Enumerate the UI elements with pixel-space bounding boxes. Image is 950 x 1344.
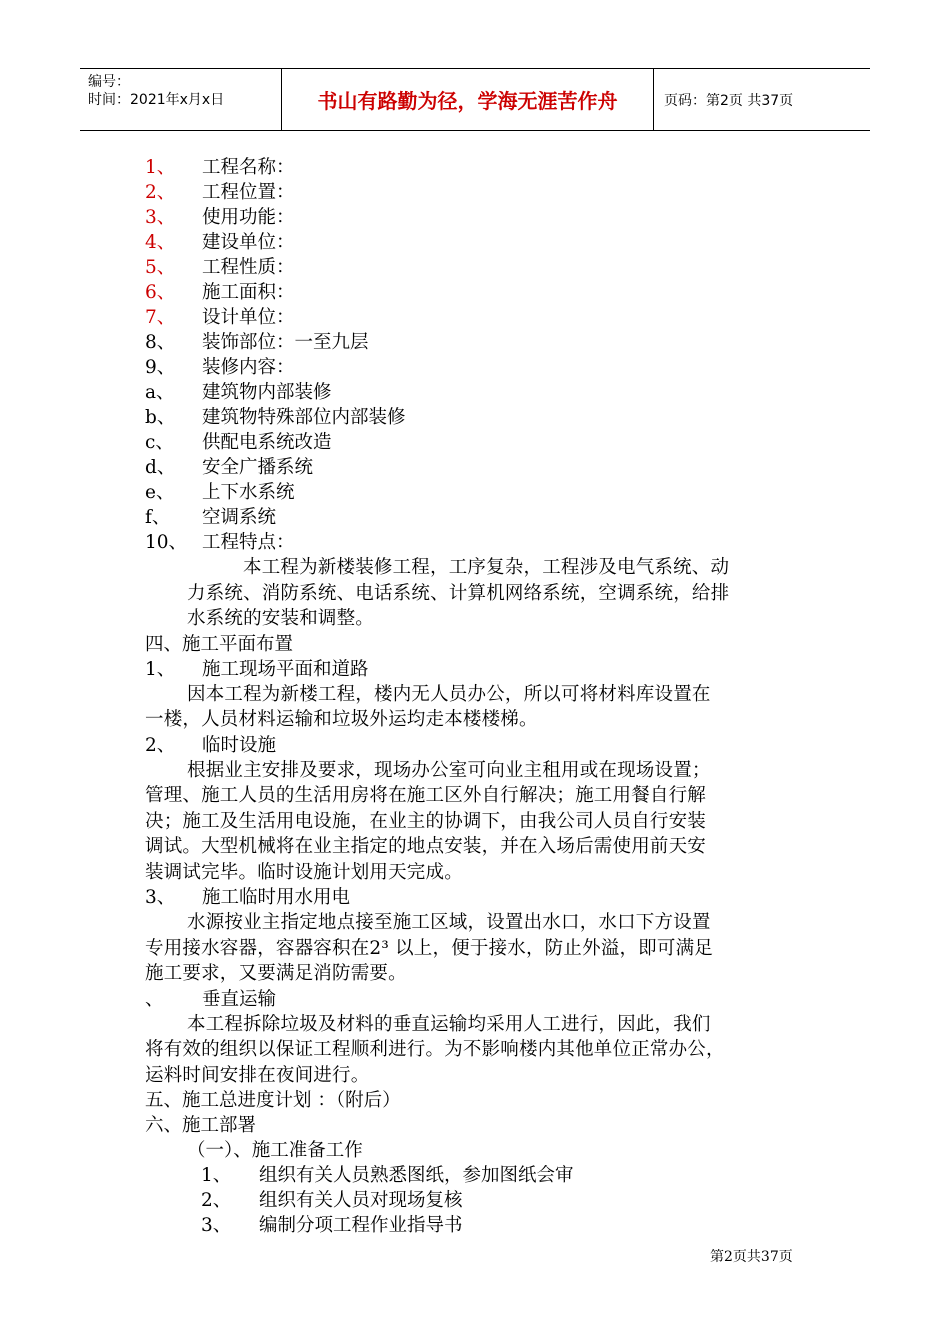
info-item (145, 255, 815, 280)
info-item-text: 建筑物内部装修 (202, 382, 332, 403)
header-date-label: 时间：2021年x月x日 (88, 92, 225, 108)
info-item-number: 9、 (145, 357, 176, 378)
section-4-2-title: 临时设施 (202, 734, 277, 756)
info-item (145, 405, 815, 430)
info-item-number: 10、 (145, 532, 188, 553)
info-item-text: 供配电系统改造 (202, 432, 332, 453)
info-item-number: 8、 (145, 332, 176, 353)
info-item (145, 480, 815, 505)
info-item-text: 工程位置： (202, 182, 295, 203)
section-4-2-line-1: 根据业主安排及要求，现场办公室可向业主租用或在现场设置； (187, 759, 711, 781)
info-item-number: 7、 (145, 307, 176, 328)
info-item-number: d、 (145, 457, 176, 478)
header-meta (80, 69, 280, 130)
section-4-3-line-2: 专用接水容器，容器容积在2³ 以上，便于接水，防止外溢，即可满足 (145, 937, 713, 959)
document-body (145, 155, 815, 1238)
section-6-list (145, 1163, 815, 1238)
header-motto: 书山有路勤为径，学海无涯苦作舟 (281, 69, 654, 130)
prep-work-item (145, 1163, 815, 1188)
info-item (145, 430, 815, 455)
section-4-2-line-5: 装调试完毕。临时设施计划用天完成。 (145, 861, 463, 883)
section-6-sub-title: （一）、施工准备工作 (187, 1140, 363, 1161)
info-item (145, 280, 815, 305)
info-item-text: 工程特点： (202, 532, 295, 553)
section-4-2-num: 2、 (145, 734, 176, 756)
info-item-text: 装修内容： (202, 357, 295, 378)
section-4-1-line-1: 因本工程为新楼工程，楼内无人员办公，所以可将材料库设置在 (187, 683, 711, 705)
info-item (145, 355, 815, 380)
info-item (145, 155, 815, 180)
project-info-list (145, 155, 815, 555)
page-header (80, 68, 870, 131)
info-item-text: 建设单位： (202, 232, 295, 253)
prep-work-item-text: 组织有关人员对现场复核 (259, 1190, 463, 1211)
info-item (145, 330, 815, 355)
info-item-number: f、 (145, 507, 171, 528)
header-page-label: 页码：第2页 共37页 (664, 92, 794, 109)
prep-work-item-number: 3、 (201, 1215, 232, 1236)
info-item-number: 1、 (145, 157, 176, 178)
prep-work-item (145, 1188, 815, 1213)
info-item-text: 安全广播系统 (202, 457, 314, 478)
info-item-text: 装饰部位：一至九层 (202, 332, 369, 353)
section-4-3-line-1: 水源按业主指定地点接至施工区域，设置出水口，水口下方设置 (187, 912, 711, 933)
info-item (145, 180, 815, 205)
info-item (145, 530, 815, 555)
info-item-text: 建筑物特殊部位内部装修 (202, 407, 406, 428)
prep-work-item-text: 组织有关人员熟悉图纸，参加图纸会审 (259, 1165, 574, 1186)
section-4-1-heading (145, 657, 815, 682)
info-item (145, 230, 815, 255)
info-item-text: 空调系统 (202, 507, 277, 528)
section-4-2-heading (145, 733, 815, 758)
section-5-title: 五、施工总进度计划 ：（附后） (145, 1090, 401, 1111)
info-item-number: 3、 (145, 207, 176, 228)
section-4-4-heading (145, 987, 815, 1012)
section-4-3-num: 3、 (145, 887, 176, 908)
feature-paragraph-line-1: 本工程为新楼装修工程，工序复杂，工程涉及电气系统、动 (243, 557, 730, 578)
info-item-number: b、 (145, 407, 176, 428)
info-item-text: 施工面积： (202, 282, 295, 303)
info-item-number: c、 (145, 432, 174, 453)
section-4-4-line-3: 运料时间安排在夜间进行。 (145, 1064, 370, 1086)
info-item-number: 4、 (145, 232, 176, 253)
info-item-number: 2、 (145, 182, 176, 203)
header-number-label: 编号： (88, 74, 130, 90)
section-4-1-title: 施工现场平面和道路 (202, 658, 369, 680)
section-4-2-line-4: 调试。大型机械将在业主指定的地点安装，并在入场后需使用前天安 (145, 836, 707, 857)
page-footer: 第2页共37页 (710, 1249, 793, 1265)
section-4-title: 四、施工平面布置 (145, 633, 294, 655)
section-4-4-line-2: 将有效的组织以保证工程顺利进行。为不影响楼内其他单位正常办公， (145, 1039, 725, 1060)
section-4-1-num: 1、 (145, 658, 176, 680)
section-4-1-line-2: 一楼，人员材料运输和垃圾外运均走本楼楼梯。 (145, 709, 538, 730)
section-4-3-heading (145, 885, 815, 910)
section-4-3-line-3: 施工要求，又要满足消防需要。 (145, 963, 407, 984)
feature-paragraph-line-3: 水系统的安装和调整。 (187, 608, 375, 629)
info-item-text: 工程性质： (202, 257, 295, 278)
feature-paragraph-line-2: 力系统、消防系统、电话系统、计算机网络系统，空调系统，给排 (187, 582, 730, 604)
section-4-2-line-3: 决；施工及生活用电设施，在业主的协调下，由我公司人员自行安装 (145, 810, 707, 832)
prep-work-item-number: 1、 (201, 1165, 232, 1186)
info-item (145, 505, 815, 530)
info-item (145, 380, 815, 405)
info-item-text: 上下水系统 (202, 482, 295, 503)
prep-work-item-number: 2、 (201, 1190, 232, 1211)
prep-work-item (145, 1213, 815, 1238)
info-item-text: 工程名称： (202, 157, 295, 178)
info-item-text: 设计单位： (202, 307, 295, 328)
section-6-title: 六、施工部署 (145, 1115, 257, 1136)
info-item-number: 6、 (145, 282, 176, 303)
info-item (145, 205, 815, 230)
prep-work-item-text: 编制分项工程作业指导书 (259, 1215, 463, 1236)
info-item-number: 5、 (145, 257, 176, 278)
section-4-3-title: 施工临时用水用电 (202, 887, 351, 908)
section-4-2-line-2: 管理、施工人员的生活用房将在施工区外自行解决；施工用餐自行解 (145, 785, 707, 806)
info-item (145, 305, 815, 330)
info-item-number: a、 (145, 382, 175, 403)
section-4-4-num: 、 (145, 988, 164, 1010)
section-4-4-title: 垂直运输 (202, 988, 277, 1010)
section-4-4-line-1: 本工程拆除垃圾及材料的垂直运输均采用人工进行，因此，我们 (187, 1013, 711, 1035)
info-item-number: e、 (145, 482, 175, 503)
info-item (145, 455, 815, 480)
info-item-text: 使用功能： (202, 207, 295, 228)
